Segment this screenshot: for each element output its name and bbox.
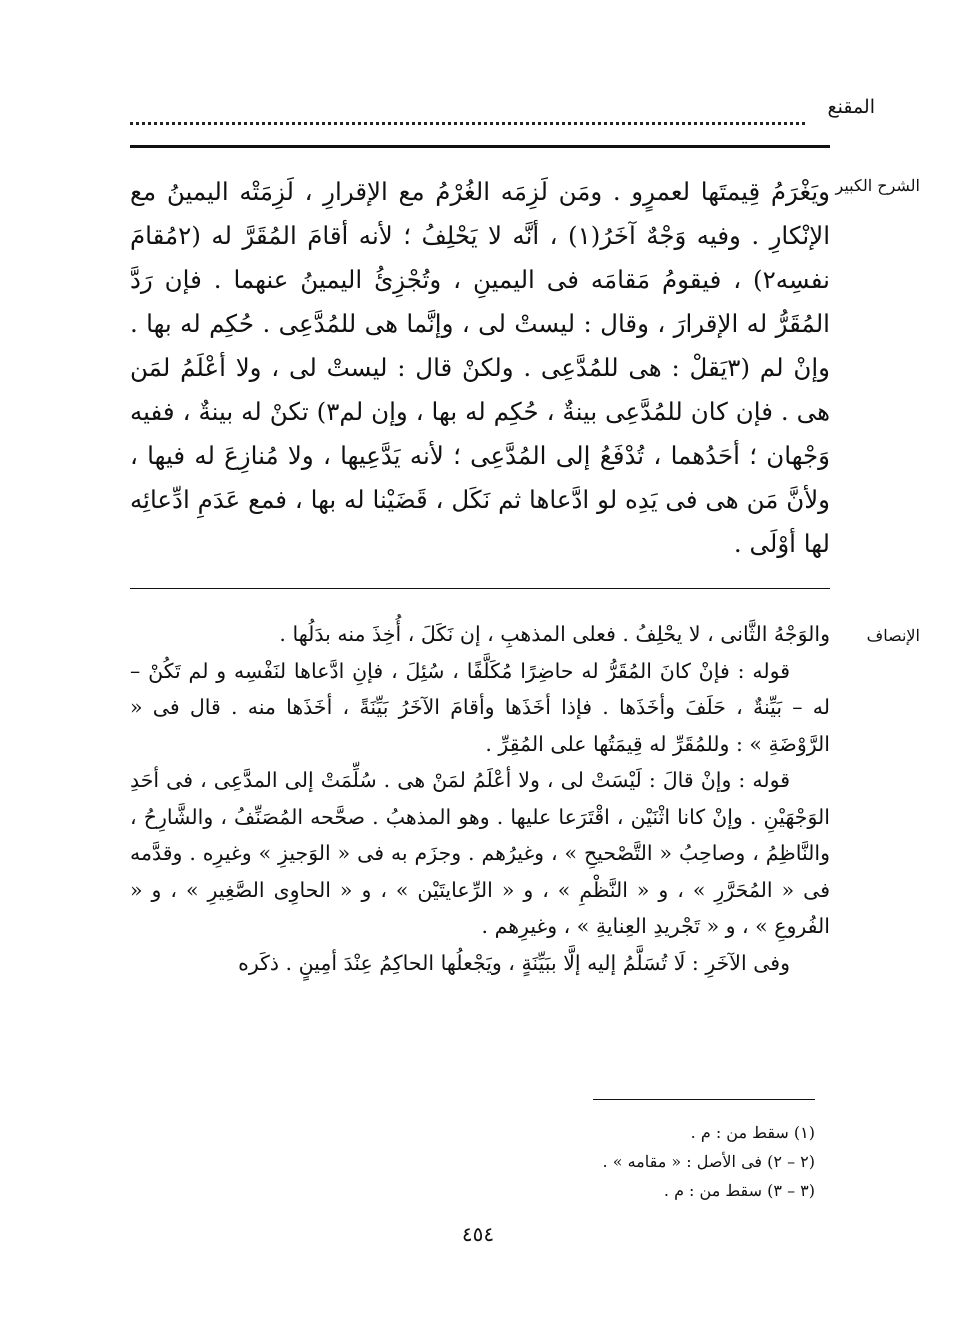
footnote-item: (٣ – ٣) سقط من : م .	[663, 1181, 815, 1200]
footnote-item: (٢ – ٢) فى الأصل : « مقامه » .	[602, 1152, 815, 1171]
insaf-section-label: الإنصاف	[866, 626, 920, 645]
header-dotted-leader	[130, 92, 805, 125]
footnote-rule	[593, 1099, 815, 1100]
header-rule	[130, 145, 830, 148]
insaf-text	[130, 616, 830, 981]
insaf-paragraph: والوَجْهُ الثَّانى ، لا يحْلِفُ . فعلى المذهبِ ، إن نَكَلَ ، أُخِذَ منه بدَلُها .	[279, 622, 830, 646]
page-number: ٤٥٤	[461, 1222, 495, 1246]
insaf-paragraph: قوله : فإنْ كانَ المُقَرُّ له حاضِرًا مُكَلَّفًا ، سُئِلَ ، فإنِ ادَّعاها لنَفْسِه و لم تَكُنْ – له – بَيِّنةٌ ، حَلَفَ وأخَذَها . فإذا أخَذَها وأقامَ الآخَرُ بَيِّنَةً ، أخَذَها منه . قال فى « الرَّوْضَةِ » : وللمُقَرِّ له قِيمَتُها على المُقِرِّ .	[130, 658, 830, 756]
footnotes	[400, 1118, 815, 1205]
commentary-text	[130, 170, 830, 566]
commentary-section-label: الشرح الكبير	[835, 176, 920, 195]
running-header-title: المقنع	[827, 96, 875, 118]
running-header	[130, 92, 875, 132]
insaf-paragraph: قوله : وإنْ قالَ : لَيْسَتْ لى ، ولا أعْلَمُ لمَنْ هى . سُلِّمَتْ إلى المدَّعِى ، فى أحَدِ الوَجْهَيْنِ . وإنْ كانا اثْنَيْن ، اقْتَرَعا عليها . وهو المذهبُ . صحَّحه المُصَنِّفُ ، والشَّارِحُ ، والنَّاظِمُ ، وصاحِبُ « التَّصْحيحِ » ، وغيرُهم . وجزَم به فى « الوَجيزِ » وغيرِه . وقدَّمه فى « المُحَرَّرِ » ، و « النَّظْمِ » ، و « الرِّعايتَيْن » ، و « الحاوِى الصَّغِيرِ » ، و « الفُروعِ » ، و « تَجْريدِ العِنايةِ » ، وغيرِهم .	[130, 768, 830, 938]
insaf-paragraph: وفى الآخَرِ : لَا تُسَلَّمُ إليه إلَّا ببَيِّنَةٍ ، ويَجْعلُها الحاكِمُ عِنْدَ أمِينٍ . ذكَره	[238, 950, 790, 975]
commentary-paragraph: ويَغْرَمُ قِيمتَها لعمرٍو . ومَن لَزِمَه الغُرْمُ مع الإقرارِ ، لَزِمَتْه اليمينُ مع الإنْكارِ . وفيه وَجْهٌ آخَرُ(١) ، أنَّه لا يَحْلِفُ ؛ لأنه أقامَ المُقَرَّ له (٢مُقامَ نفسِه٢) ، فيقومُ مَقامَه فى اليمينِ ، وتُجْزِئُ اليمينُ عنهما . فإن رَدَّ المُقَرُّ له الإقرارَ ، وقال : ليستْ لى ، وإنَّما هى للمُدَّعِى . حُكِم له بها . وإنْ لم (٣يَقلْ : هى للمُدَّعِى . ولكنْ قال : ليستْ لى ، ولا أعْلَمُ لمَن هى . فإن كان للمُدَّعِى بينةٌ ، حُكِم له بها ، وإن لم٣) تكنْ له بينةٌ ، ففيه وَجْهان ؛ أحَدُهما ، تُدْفَعُ إلى المُدَّعِى ؛ لأنه يَدَّعِيها ، ولا مُنازِعَ له فيها ، ولأنَّ مَن هى فى يَدِه لو ادَّعاها ثم نَكَل ، قَضَيْنا له بها ، فمع عَدَمِ ادِّعائِه لها أوْلَى .	[130, 177, 831, 558]
section-divider	[130, 588, 830, 589]
footnote-item: (١) سقط من : م .	[690, 1123, 815, 1142]
